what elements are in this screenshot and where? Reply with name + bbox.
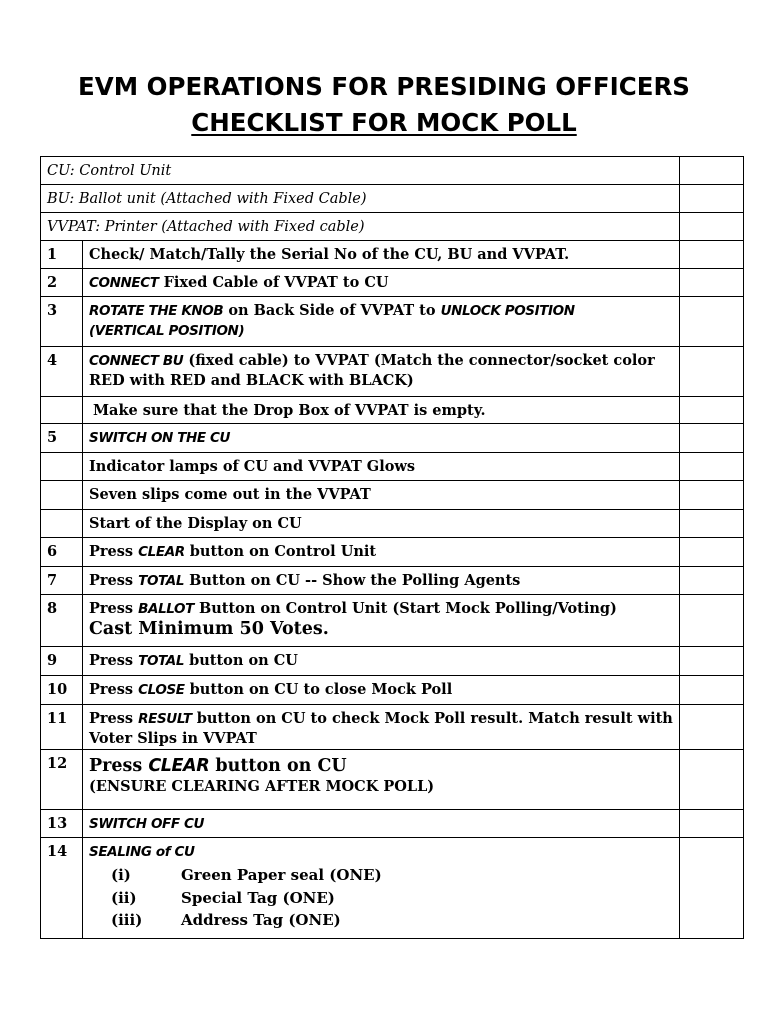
row-text: BU: Ballot unit (Attached with Fixed Cable) (41, 185, 680, 213)
row-text-pre: Press (89, 710, 139, 727)
step-number: 9 (41, 647, 83, 676)
row-text (83, 269, 680, 297)
row-text: Start of the Display on CU (83, 510, 680, 538)
step-number: 1 (41, 241, 83, 269)
row-text-rest: on Back Side of VVPAT to (223, 302, 441, 319)
row-text (83, 838, 680, 939)
row-text-rest: button on CU (184, 652, 298, 669)
row-text-line2: (ENSURE CLEARING AFTER MOCK POLL) (89, 778, 435, 795)
list-marker: (ii) (111, 888, 137, 907)
keyword: TOTAL (138, 653, 185, 669)
check-box[interactable] (680, 567, 744, 595)
page-subtitle (0, 108, 768, 138)
check-box[interactable] (680, 750, 744, 810)
row-text (83, 705, 680, 750)
check-box[interactable] (680, 424, 744, 453)
row-text (83, 647, 680, 676)
keyword-2: UNLOCK POSITION (440, 303, 575, 319)
row-text (83, 297, 680, 347)
list-label: Special Tag (ONE) (181, 888, 335, 907)
row-text (83, 595, 680, 647)
check-box[interactable] (680, 838, 744, 939)
row-text-rest: Button on CU -- Show the Polling Agents (184, 572, 521, 589)
table-row (41, 510, 744, 538)
row-text (83, 676, 680, 705)
step-number: 14 (41, 838, 83, 939)
step-number: 13 (41, 810, 83, 838)
step-number (41, 397, 83, 424)
check-box[interactable] (680, 397, 744, 424)
table-row (41, 838, 744, 939)
step-number: 2 (41, 269, 83, 297)
row-text (83, 750, 680, 810)
keyword: BALLOT (138, 601, 194, 617)
list-item (89, 864, 673, 887)
page-title: EVM OPERATIONS FOR PRESIDING OFFICERS (78, 72, 690, 101)
step-number (41, 453, 83, 481)
table-row (41, 213, 744, 241)
row-text-rest: Fixed Cable of VVPAT to CU (158, 274, 389, 291)
row-text (83, 810, 680, 838)
check-box[interactable] (680, 595, 744, 647)
row-text-line2: (VERTICAL POSITION) (89, 323, 245, 339)
table-row (41, 347, 744, 397)
row-text: CU: Control Unit (41, 157, 680, 185)
keyword: RESULT (138, 711, 192, 727)
row-text-pre: Press (89, 600, 139, 617)
keyword: CLEAR (138, 544, 185, 560)
keyword: CLOSE (138, 682, 185, 698)
keyword: CONNECT BU (89, 353, 184, 369)
table-row (41, 185, 744, 213)
table-row (41, 481, 744, 510)
keyword: CONNECT (89, 275, 159, 291)
check-box[interactable] (680, 213, 744, 241)
keyword: ROTATE THE KNOB (89, 303, 224, 319)
row-text: Indicator lamps of CU and VVPAT Glows (83, 453, 680, 481)
row-text-rest: (fixed cable) to VVPAT (Match the connector/socket color (183, 352, 655, 369)
subtitle-text: CHECKLIST FOR MOCK POLL (191, 108, 577, 137)
check-box[interactable] (680, 481, 744, 510)
list-item (89, 909, 673, 932)
check-box[interactable] (680, 538, 744, 567)
table-row (41, 647, 744, 676)
table-row (41, 567, 744, 595)
row-text-inner: Make sure that the Drop Box of VVPAT is empty. (93, 402, 486, 419)
check-box[interactable] (680, 297, 744, 347)
row-text (83, 424, 680, 453)
step-number: 6 (41, 538, 83, 567)
table-row (41, 424, 744, 453)
sealing-list (89, 864, 673, 932)
step-number: 3 (41, 297, 83, 347)
check-box[interactable] (680, 347, 744, 397)
row-text-pre: Press (89, 572, 139, 589)
check-box[interactable] (680, 269, 744, 297)
table-row (41, 453, 744, 481)
table-row (41, 595, 744, 647)
row-text-pre: Press (89, 681, 139, 698)
list-label: Green Paper seal (ONE) (181, 866, 382, 884)
step-number (41, 481, 83, 510)
keyword: TOTAL (138, 573, 185, 589)
check-box[interactable] (680, 453, 744, 481)
check-box[interactable] (680, 241, 744, 269)
check-box[interactable] (680, 647, 744, 676)
row-text-line2: Cast Minimum 50 Votes. (89, 619, 329, 639)
step-number (41, 510, 83, 538)
row-text-rest: button on CU to close Mock Poll (184, 681, 453, 698)
row-text-pre: Press (89, 652, 139, 669)
table-row (41, 810, 744, 838)
row-text (83, 567, 680, 595)
table-row (41, 269, 744, 297)
row-text-line2: RED with RED and BLACK with BLACK) (89, 372, 414, 389)
row-text: Seven slips come out in the VVPAT (83, 481, 680, 510)
row-text-rest: button on CU to check Mock Poll result. Match result with (191, 710, 673, 727)
check-box[interactable] (680, 157, 744, 185)
row-text (83, 347, 680, 397)
row-text-pre: Press (89, 543, 139, 560)
row-text (83, 397, 680, 424)
check-box[interactable] (680, 676, 744, 705)
step-number: 4 (41, 347, 83, 397)
check-box[interactable] (680, 705, 744, 750)
row-text-rest: Button on Control Unit (Start Mock Polling/Voting) (193, 600, 617, 617)
list-label: Address Tag (ONE) (181, 911, 341, 929)
table-row (41, 397, 744, 424)
step-number: 5 (41, 424, 83, 453)
checklist-table (40, 156, 744, 939)
step-number: 12 (41, 750, 83, 810)
list-item (89, 887, 673, 910)
row-text: Check/ Match/Tally the Serial No of the CU, BU and VVPAT. (83, 241, 680, 269)
row-text: VVPAT: Printer (Attached with Fixed cable) (41, 213, 680, 241)
row-text (83, 538, 680, 567)
row-text-pre: Press (89, 756, 149, 776)
keyword: SWITCH OFF CU (89, 816, 205, 832)
list-marker: (iii) (111, 911, 143, 929)
check-box[interactable] (680, 185, 744, 213)
table-row (41, 750, 744, 810)
keyword: SWITCH ON THE CU (89, 430, 231, 446)
table-row (41, 538, 744, 567)
step-number: 8 (41, 595, 83, 647)
step-number: 11 (41, 705, 83, 750)
check-box[interactable] (680, 510, 744, 538)
step-number: 10 (41, 676, 83, 705)
table-row (41, 297, 744, 347)
table-row (41, 705, 744, 750)
row-text-line2: Voter Slips in VVPAT (89, 730, 257, 747)
row-text-rest: button on CU (209, 756, 347, 776)
row-text-rest: button on Control Unit (184, 543, 377, 560)
table-row (41, 241, 744, 269)
table-row (41, 676, 744, 705)
step-number: 7 (41, 567, 83, 595)
check-box[interactable] (680, 810, 744, 838)
keyword: CLEAR (148, 756, 210, 776)
list-marker: (i) (111, 866, 131, 884)
keyword: SEALING of CU (89, 844, 195, 860)
table-row (41, 157, 744, 185)
